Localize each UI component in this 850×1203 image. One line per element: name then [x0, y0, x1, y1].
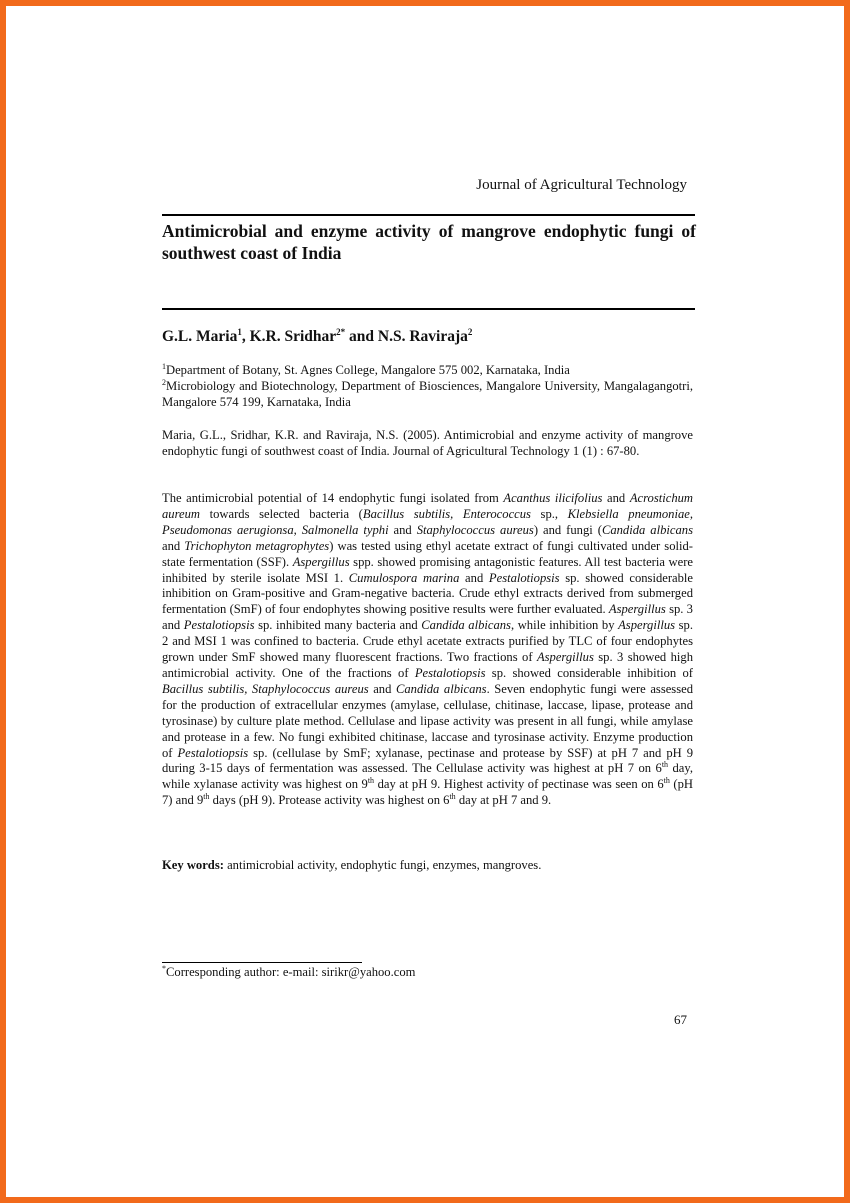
abstract-text: and [459, 570, 489, 585]
affiliation-text: Microbiology and Biotechnology, Department of Biosciences, Mangalore University, Mangalagangotri, Mangalore 574 199, Karnataka, India [162, 378, 693, 409]
author-affiliation-mark: 2 [467, 326, 473, 337]
corresponding-author-footnote [162, 965, 415, 980]
abstract [162, 491, 693, 809]
affiliations [162, 363, 693, 411]
ordinal-suffix: th [203, 792, 210, 802]
abstract-text: sp. 3 showed high antimicrobial activity. One of the fractions of [162, 650, 694, 680]
abstract-text: ) was tested using ethyl acetate extract of fungi cultivated under solid-state fermentation (SSF). [162, 538, 693, 569]
abstract-text: sp. inhibited many bacteria and [254, 618, 422, 633]
title-rule-bottom [162, 308, 695, 310]
footnote-mark: * [162, 963, 166, 973]
taxon-name: Pestalotiopsis [414, 665, 486, 680]
journal-name: Journal of Agricultural Technology [476, 177, 687, 193]
abstract-text: and [368, 681, 396, 696]
keywords-label: Key words: [162, 858, 224, 872]
taxon-name: Candida albicans [421, 618, 511, 633]
footnote-rule [162, 962, 362, 963]
title-rule-top [162, 214, 695, 216]
ordinal-suffix: th [661, 760, 669, 770]
abstract-text: sp. showed considerable inhibition on Gram-positive and Gram-negative bacteria. Crude ethyl extracts derived from submerged fermentation (SmF) of four endophytes showing positive results were further evaluated. [162, 570, 693, 617]
ordinal-suffix: th [663, 776, 670, 786]
taxon-name: Aspergillus [618, 618, 676, 633]
taxon-name: Trichophyton metagrophytes [184, 538, 330, 553]
abstract-text: (pH 7) and 9 [162, 777, 693, 808]
taxon-name: Pestalotiopsis [183, 618, 255, 633]
taxon-name: Aspergillus [608, 602, 666, 617]
author-name: K.R. Sridhar [249, 328, 337, 345]
author-separator: , [241, 328, 250, 345]
abstract-text: day at pH 9. Highest activity of pectinase was seen on 6 [374, 777, 664, 792]
author-affiliation-mark: 1 [237, 326, 242, 337]
abstract-text: and [602, 491, 630, 505]
taxon-name: Bacillus subtilis, Staphylococcus aureus [162, 681, 369, 696]
abstract-text: day at pH 7 and 9. [455, 793, 552, 808]
taxon-name: Pestalotiopsis [488, 570, 560, 585]
taxon-name: Candida albicans [601, 522, 693, 537]
abstract-text: sp. 2 and MSI 1 was confined to bacteria. Crude ethyl acetate extracts purified by TLC of four endophytes grown under SmF showed many fluorescent fractions. Two fractions of [162, 618, 693, 665]
keywords-text: antimicrobial activity, endophytic fungi, enzymes, mangroves. [223, 858, 542, 872]
author-name: G.L. Maria [162, 328, 238, 345]
ordinal-suffix: th [367, 776, 375, 786]
author-separator: and [345, 328, 378, 345]
taxon-name: Aspergillus [536, 650, 594, 665]
author-name: N.S. Raviraja [377, 328, 468, 345]
affiliation-mark: 1 [162, 361, 166, 371]
keywords [162, 858, 693, 874]
abstract-text: and [162, 538, 185, 553]
abstract-text: days (pH 9). Protease activity was highest on 6 [209, 793, 450, 808]
abstract-text: spp. showed promising antagonistic features. All test bacteria were inhibited by sterile isolate MSI 1. [162, 554, 693, 585]
taxon-name: Candida albicans [395, 681, 487, 696]
abstract-text: ) and fungi ( [533, 522, 602, 537]
abstract-text: , while inhibition by [510, 618, 619, 633]
abstract-text: sp. (cellulase by SmF; xylanase, pectinase and protease by SSF) at pH 7 and pH 9 during 3-15 days of fermentation was assessed. The Cellulase activity was highest at pH 7 on 6 [162, 745, 694, 776]
taxon-name: Bacillus subtilis, Enterococcus [362, 506, 531, 521]
abstract-text: day, while xylanase activity was highest on 9 [162, 761, 693, 792]
page-number: 67 [674, 1012, 687, 1027]
affiliation-line [162, 379, 693, 411]
abstract-text: and [388, 522, 417, 537]
article-title: Antimicrobial and enzyme activity of mangrove endophytic fungi of southwest coast of India [162, 221, 696, 263]
author-list [162, 328, 472, 346]
abstract-text: sp. showed considerable inhibition of [485, 665, 693, 680]
taxon-name: Acrostichum aureum [162, 491, 694, 521]
author-affiliation-mark: 2* [336, 326, 346, 337]
abstract-text: The antimicrobial potential of 14 endophytic fungi isolated from [162, 491, 504, 505]
ordinal-suffix: th [449, 792, 456, 802]
abstract-text: towards selected bacteria ( [200, 506, 363, 521]
taxon-name: Pestalotiopsis [177, 745, 249, 760]
citation: Maria, G.L., Sridhar, K.R. and Raviraja, N.S. (2005). Antimicrobial and enzyme activity of mangrove endophytic fungi of southwest coast of India. Journal of Agricultural Technology 1 (1) : 67-80. [162, 428, 693, 458]
affiliation-text: Department of Botany, St. Agnes College, Mangalore 575 002, Karnataka, India [166, 363, 570, 377]
taxon-name: Cumulospora marina [348, 570, 460, 585]
footnote-text: Corresponding author: e-mail: sirikr@yahoo.com [166, 965, 416, 979]
abstract-text: sp., [530, 506, 568, 521]
taxon-name: Klebsiella pneumoniae, Pseudomonas aerugionsa, Salmonella typhi [162, 506, 694, 537]
taxon-name: Acanthus ilicifolius [503, 491, 603, 505]
abstract-text: sp. 3 and [162, 602, 693, 633]
abstract-text: . Seven endophytic fungi were assessed for the production of extracellular enzymes (amylase, cellulase, chitinase, laccase, lipase, protease and tyrosinase) by culture plate method. Cellulase and lipase activity was present in all fungi, while amylase and protease in a few. No fungi exhibited chitinase, laccase and tyrosinase activity. Enzyme production of [162, 681, 693, 760]
taxon-name: Staphylococcus aureus [416, 522, 534, 537]
taxon-name: Aspergillus [292, 554, 350, 569]
affiliation-line [162, 363, 693, 379]
affiliation-mark: 2 [162, 377, 166, 387]
